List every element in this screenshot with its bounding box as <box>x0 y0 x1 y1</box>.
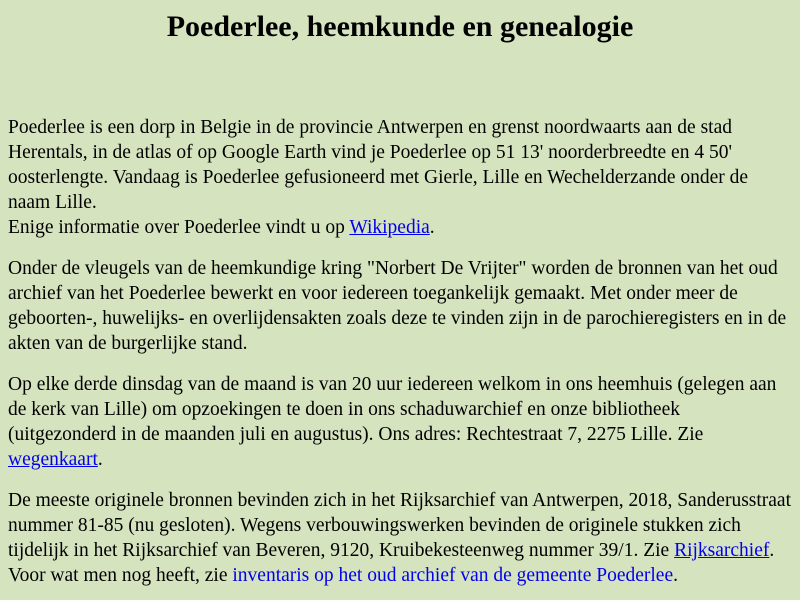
wegenkaart-link[interactable]: wegenkaart <box>8 449 98 470</box>
rijksarchief-paragraph <box>8 488 792 588</box>
rijksarchief-link[interactable]: Rijksarchief <box>674 540 770 561</box>
page-title: Poederlee, heemkunde en genealogie <box>166 10 634 43</box>
wikipedia-link[interactable]: Wikipedia <box>349 217 430 238</box>
rijksarchief-text: De meeste originele bronnen bevinden zich in het Rijksarchief van Antwerpen, 2018, Sanderusstraat nummer 81-85 (nu gesloten). Wegens verbouwingswerken bevinden de originele stukken zich tijdelijk in het Rijksarchief van Beveren, 9120, Kruibekesteenweg nummer 39/1. Zie <box>8 490 792 561</box>
kring-paragraph <box>8 256 792 356</box>
inventory-link[interactable]: inventaris op het oud archief van de gemeente Poederlee <box>232 565 674 586</box>
title-spacer <box>8 69 792 115</box>
intro-info-suffix: . <box>429 217 435 238</box>
inventory-prefix: Voor wat men nog heeft, zie <box>8 565 233 586</box>
inventory-suffix: . <box>673 565 678 586</box>
rijksarchief-suffix: . <box>769 540 775 561</box>
intro-paragraph <box>8 115 792 240</box>
intro-text: Poederlee is een dorp in Belgie in de provincie Antwerpen en grenst noordwaarts aan de stad Herentals, in de atlas of op Google Earth vind je Poederlee op 51 13' noorderbreedte en 4 50' oosterlengte. Vandaag is Poederlee gefusioneerd met Gierle, Lille en Wechelderzande onder de naam Lille. <box>8 117 749 213</box>
kring-text: Onder de vleugels van de heemkundige kring "Norbert De Vrijter" worden de bronnen van het oud archief van het Poederlee bewerkt en voor iedereen toegankelijk gemaakt. Met onder meer de geboorten-, huwelijks- en overlijdensakten zoals deze te vinden zijn in de parochieregisters en in de akten van de burgerlijke stand. <box>8 258 787 354</box>
heemhuis-suffix: . <box>97 449 103 470</box>
heemhuis-paragraph <box>8 372 792 472</box>
heemhuis-text: Op elke derde dinsdag van de maand is van 20 uur iedereen welkom in ons heemhuis (gelegen aan de kerk van Lille) om opzoekingen te doen in ons schaduwarchief en onze bibliotheek (uitgezonderd in de maanden juli en augustus). Ons adres: Rechtestraat 7, 2275 Lille. Zie <box>8 374 777 445</box>
intro-info-prefix: Enige informatie over Poederlee vindt u op <box>8 217 350 238</box>
